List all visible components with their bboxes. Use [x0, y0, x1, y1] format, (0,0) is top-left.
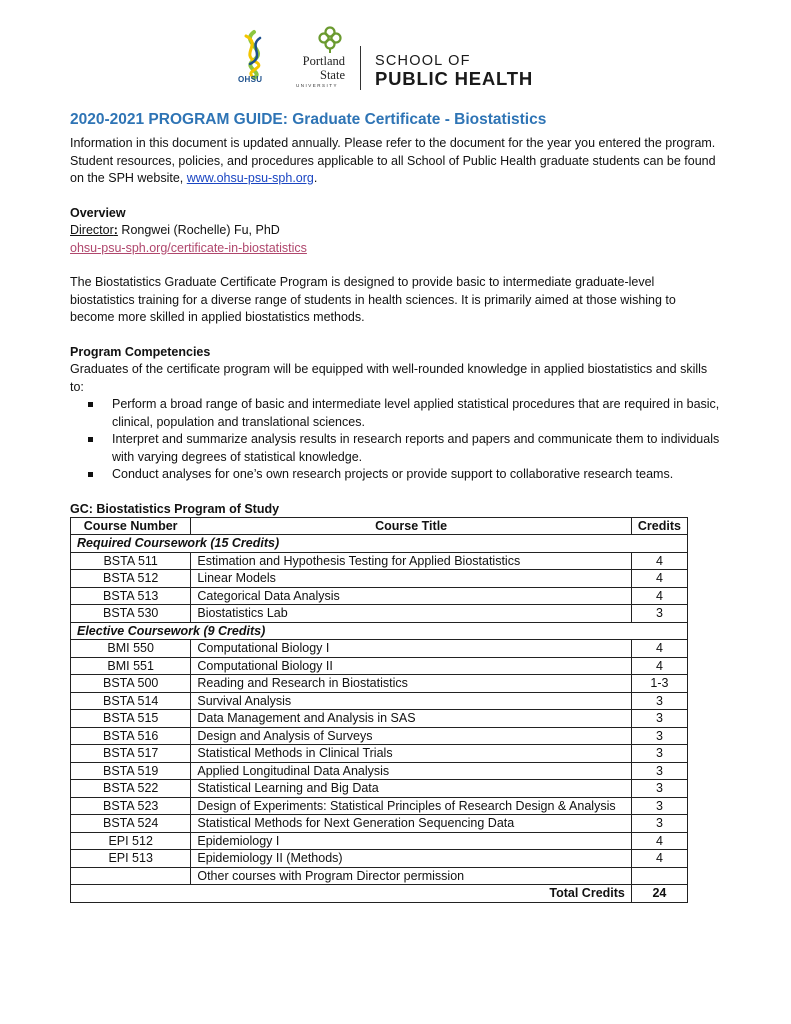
course-title-cell: Computational Biology I	[191, 640, 632, 658]
table-row	[71, 552, 688, 570]
director-colon: :	[113, 223, 118, 237]
table-row	[71, 657, 688, 675]
psu-name-line1: Portland	[302, 54, 345, 68]
overview-heading: Overview	[70, 205, 126, 220]
column-header: Course Title	[191, 517, 632, 535]
program-of-study-table	[70, 517, 688, 903]
credits-cell: 3	[631, 780, 687, 798]
table-row	[71, 692, 688, 710]
column-header: Credits	[631, 517, 687, 535]
total-row	[71, 885, 688, 903]
header-divider	[360, 46, 361, 90]
table-row	[71, 745, 688, 763]
table-title: GC: Biostatistics Program of Study	[70, 501, 280, 516]
course-title-cell: Statistical Learning and Big Data	[191, 780, 632, 798]
intro-paragraph	[70, 135, 720, 188]
credits-cell: 3	[631, 692, 687, 710]
course-title-cell: Design of Experiments: Statistical Principles of Research Design & Analysis	[191, 797, 632, 815]
table-row	[71, 850, 688, 868]
course-title-cell: Estimation and Hypothesis Testing for Applied Biostatistics	[191, 552, 632, 570]
sph-website-link[interactable]: www.ohsu-psu-sph.org	[186, 171, 314, 185]
course-number-cell: BSTA 514	[71, 692, 191, 710]
credits-cell: 3	[631, 815, 687, 833]
course-title-cell: Statistical Methods for Next Generation Sequencing Data	[191, 815, 632, 833]
course-title-cell: Statistical Methods in Clinical Trials	[191, 745, 632, 763]
certificate-link[interactable]: ohsu-psu-sph.org/certificate-in-biostatistics	[70, 240, 307, 255]
table-row	[71, 867, 688, 885]
credits-cell: 3	[631, 745, 687, 763]
course-title-cell: Linear Models	[191, 570, 632, 588]
course-title-cell: Design and Analysis of Surveys	[191, 727, 632, 745]
credits-cell: 4	[631, 657, 687, 675]
public-health-label: PUBLIC HEALTH	[375, 68, 534, 89]
page-title: 2020-2021 PROGRAM GUIDE: Graduate Certificate - Biostatistics	[70, 111, 547, 128]
list-item: Interpret and summarize analysis results in research reports and papers and communicate them to individuals with varying degrees of statistical knowledge.	[112, 431, 720, 466]
table-row	[71, 640, 688, 658]
course-number-cell: BMI 550	[71, 640, 191, 658]
course-number-cell: BMI 551	[71, 657, 191, 675]
table-row	[71, 780, 688, 798]
section-row-required	[71, 535, 688, 553]
credits-cell: 4	[631, 640, 687, 658]
table-row	[71, 797, 688, 815]
table-row	[71, 815, 688, 833]
course-title-cell: Survival Analysis	[191, 692, 632, 710]
course-number-cell: BSTA 523	[71, 797, 191, 815]
director-line	[70, 222, 720, 240]
total-value: 24	[631, 885, 687, 903]
credits-cell: 4	[631, 552, 687, 570]
credits-cell: 3	[631, 797, 687, 815]
course-number-cell: BSTA 511	[71, 552, 191, 570]
total-label: Total Credits	[71, 885, 632, 903]
psu-wordmark	[289, 54, 345, 82]
course-number-cell: BSTA 517	[71, 745, 191, 763]
credits-cell: 3	[631, 710, 687, 728]
course-number-cell	[71, 867, 191, 885]
credits-cell: 4	[631, 587, 687, 605]
course-number-cell: BSTA 515	[71, 710, 191, 728]
competencies-lead: Graduates of the certificate program will be equipped with well-rounded knowledge in applied biostatistics and skills to:	[70, 362, 708, 394]
credits-cell: 4	[631, 850, 687, 868]
header-logos	[234, 26, 564, 96]
intro-end: .	[313, 171, 318, 185]
course-number-cell: BSTA 530	[71, 605, 191, 623]
table-header-row	[71, 517, 688, 535]
psu-name-line2: State	[320, 68, 345, 82]
table-row	[71, 762, 688, 780]
course-title-cell: Computational Biology II	[191, 657, 632, 675]
course-title-cell: Epidemiology II (Methods)	[191, 850, 632, 868]
course-number-cell: EPI 512	[71, 832, 191, 850]
course-title-cell: Epidemiology I	[191, 832, 632, 850]
intro-text: Information in this document is updated annually. Please refer to the document for the year you entered the program. Student resources, policies, and procedures applicable to all School of Public Health graduate students can be found on the SPH website,	[70, 136, 716, 185]
spacer	[70, 188, 720, 205]
course-number-cell: BSTA 513	[71, 587, 191, 605]
course-number-cell: BSTA 512	[71, 570, 191, 588]
psu-university-label: UNIVERSITY	[296, 83, 339, 88]
credits-cell: 4	[631, 832, 687, 850]
program-description: The Biostatistics Graduate Certificate Program is designed to provide basic to intermediate graduate-level biostatistics training for a diverse range of students in health sciences. It is primarily aimed at those wishing to become more skilled in applied biostatistics methods.	[70, 275, 676, 324]
table-row	[71, 605, 688, 623]
school-of-label: SCHOOL OF	[375, 53, 471, 69]
director-label: Director	[70, 223, 114, 237]
section-row-elective	[71, 622, 688, 640]
table-row	[71, 587, 688, 605]
credits-cell: 1-3	[631, 675, 687, 693]
spacer	[70, 257, 720, 274]
course-title-cell: Categorical Data Analysis	[191, 587, 632, 605]
column-header: Course Number	[71, 517, 191, 535]
document-body	[70, 110, 720, 903]
spacer	[70, 327, 720, 344]
section-label: Required Coursework (15 Credits)	[71, 535, 688, 553]
table-row	[71, 727, 688, 745]
competencies-list	[70, 396, 720, 484]
list-item: Conduct analyses for one’s own research projects or provide support to collaborative research teams.	[112, 466, 720, 484]
competencies-heading: Program Competencies	[70, 344, 211, 359]
course-title-cell: Applied Longitudinal Data Analysis	[191, 762, 632, 780]
credits-cell: 3	[631, 762, 687, 780]
table-row	[71, 832, 688, 850]
ohsu-wordmark: OHSU	[238, 75, 263, 84]
course-number-cell: BSTA 522	[71, 780, 191, 798]
course-title-cell: Data Management and Analysis in SAS	[191, 710, 632, 728]
credits-cell: 3	[631, 605, 687, 623]
credits-cell: 4	[631, 570, 687, 588]
table-row	[71, 675, 688, 693]
course-title-cell: Other courses with Program Director permission	[191, 867, 632, 885]
course-number-cell: BSTA 500	[71, 675, 191, 693]
list-item: Perform a broad range of basic and intermediate level applied statistical procedures that are required in basic, clinical, population and translational sciences.	[112, 396, 720, 431]
section-label: Elective Coursework (9 Credits)	[71, 622, 688, 640]
course-title-cell: Biostatistics Lab	[191, 605, 632, 623]
course-number-cell: BSTA 516	[71, 727, 191, 745]
course-title-cell: Reading and Research in Biostatistics	[191, 675, 632, 693]
table-row	[71, 710, 688, 728]
credits-cell	[631, 867, 687, 885]
course-number-cell: EPI 513	[71, 850, 191, 868]
credits-cell: 3	[631, 727, 687, 745]
course-number-cell: BSTA 524	[71, 815, 191, 833]
course-number-cell: BSTA 519	[71, 762, 191, 780]
table-row	[71, 570, 688, 588]
director-name: Rongwei (Rochelle) Fu, PhD	[117, 223, 280, 237]
